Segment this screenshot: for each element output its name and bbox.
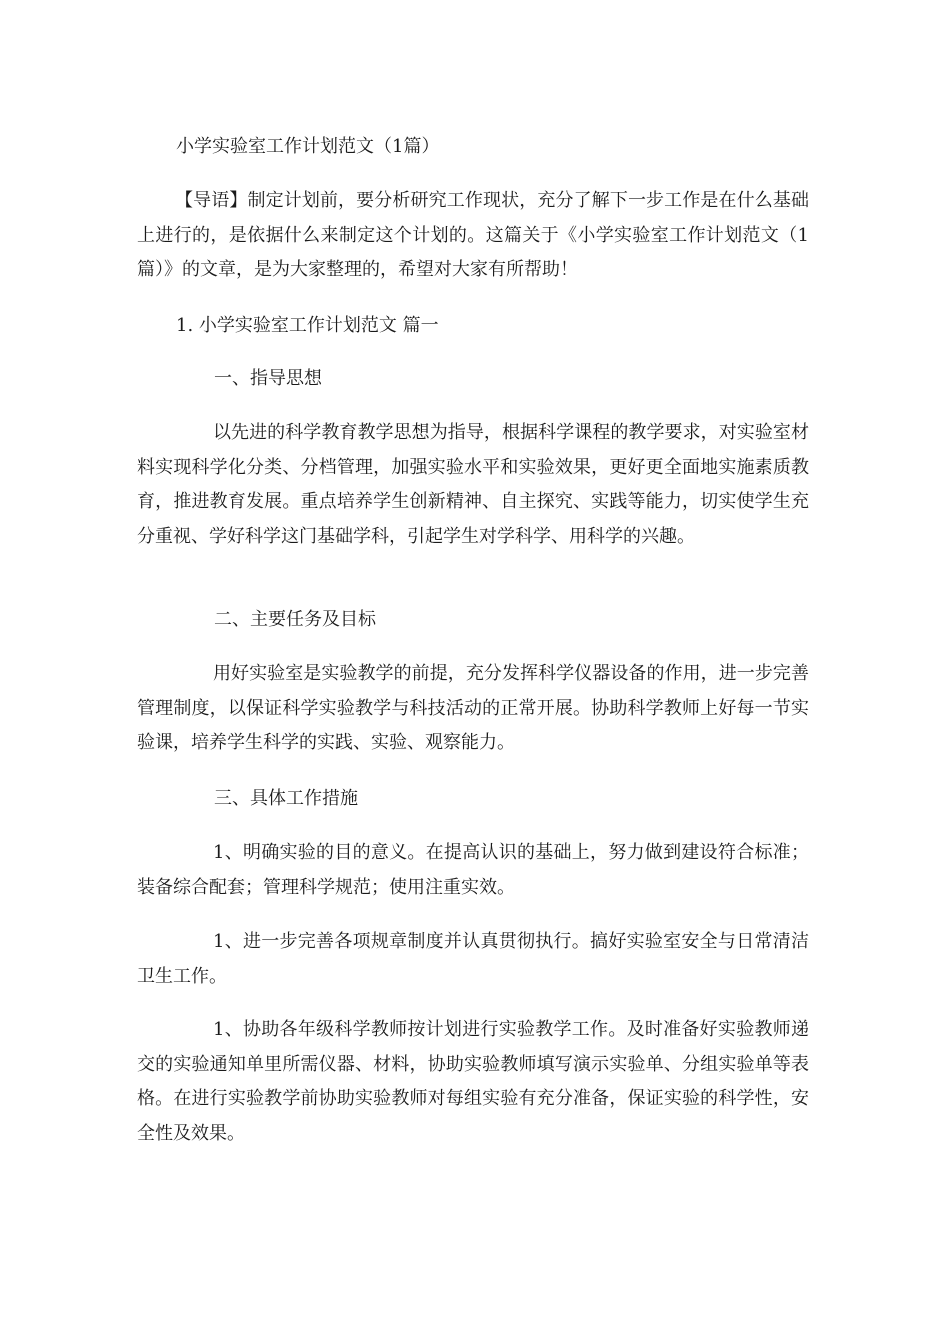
measure-item-1: 1、明确实验的目的意义。在提高认识的基础上，努力做到建设符合标准；装备综合配套；管理科学规范；使用注重实效。 — [137, 842, 809, 898]
intro-paragraph: 【导语】制定计划前，要分析研究工作现状，充分了解下一步工作是在什么基础上进行的，是依据什么来制定这个计划的。这篇关于《小学实验室工作计划范文（1篇）》的文章，是为大家整理的，希望对大家有所帮助！ — [137, 190, 809, 280]
paragraph-tasks-goals: 用好实验室是实验教学的前提，充分发挥科学仪器设备的作用，进一步完善管理制度，以保证科学实验教学与科技活动的正常开展。协助科学教师上好每一节实验课，培养学生科学的实践、实验、观察能力。 — [137, 663, 809, 753]
heading-guiding-ideology: 一、指导思想 — [214, 368, 322, 389]
section-heading: 1. 小学实验室工作计划范文 篇一 — [176, 315, 439, 336]
measure-item-3: 1、协助各年级科学教师按计划进行实验教学工作。及时准备好实验教师递交的实验通知单里所需仪器、材料，协助实验教师填写演示实验单、分组实验单等表格。在进行实验教学前协助实验教师对每组实验有充分准备，保证实验的科学性，安全性及效果。 — [137, 1019, 809, 1144]
heading-measures: 三、具体工作措施 — [214, 788, 358, 809]
heading-tasks-goals: 二、主要任务及目标 — [214, 609, 376, 630]
measure-item-2: 1、进一步完善各项规章制度并认真贯彻执行。搞好实验室安全与日常清洁卫生工作。 — [137, 931, 809, 987]
paragraph-guiding-ideology: 以先进的科学教育教学思想为指导，根据科学课程的教学要求，对实验室材料实现科学化分类、分档管理，加强实验水平和实验效果，更好更全面地实施素质教育，推进教育发展。重点培养学生创新精神、自主探究、实践等能力，切实使学生充分重视、学好科学这门基础学科，引起学生对学科学、用科学的兴趣。 — [137, 422, 809, 547]
document-title: 小学实验室工作计划范文（1篇） — [176, 136, 440, 157]
